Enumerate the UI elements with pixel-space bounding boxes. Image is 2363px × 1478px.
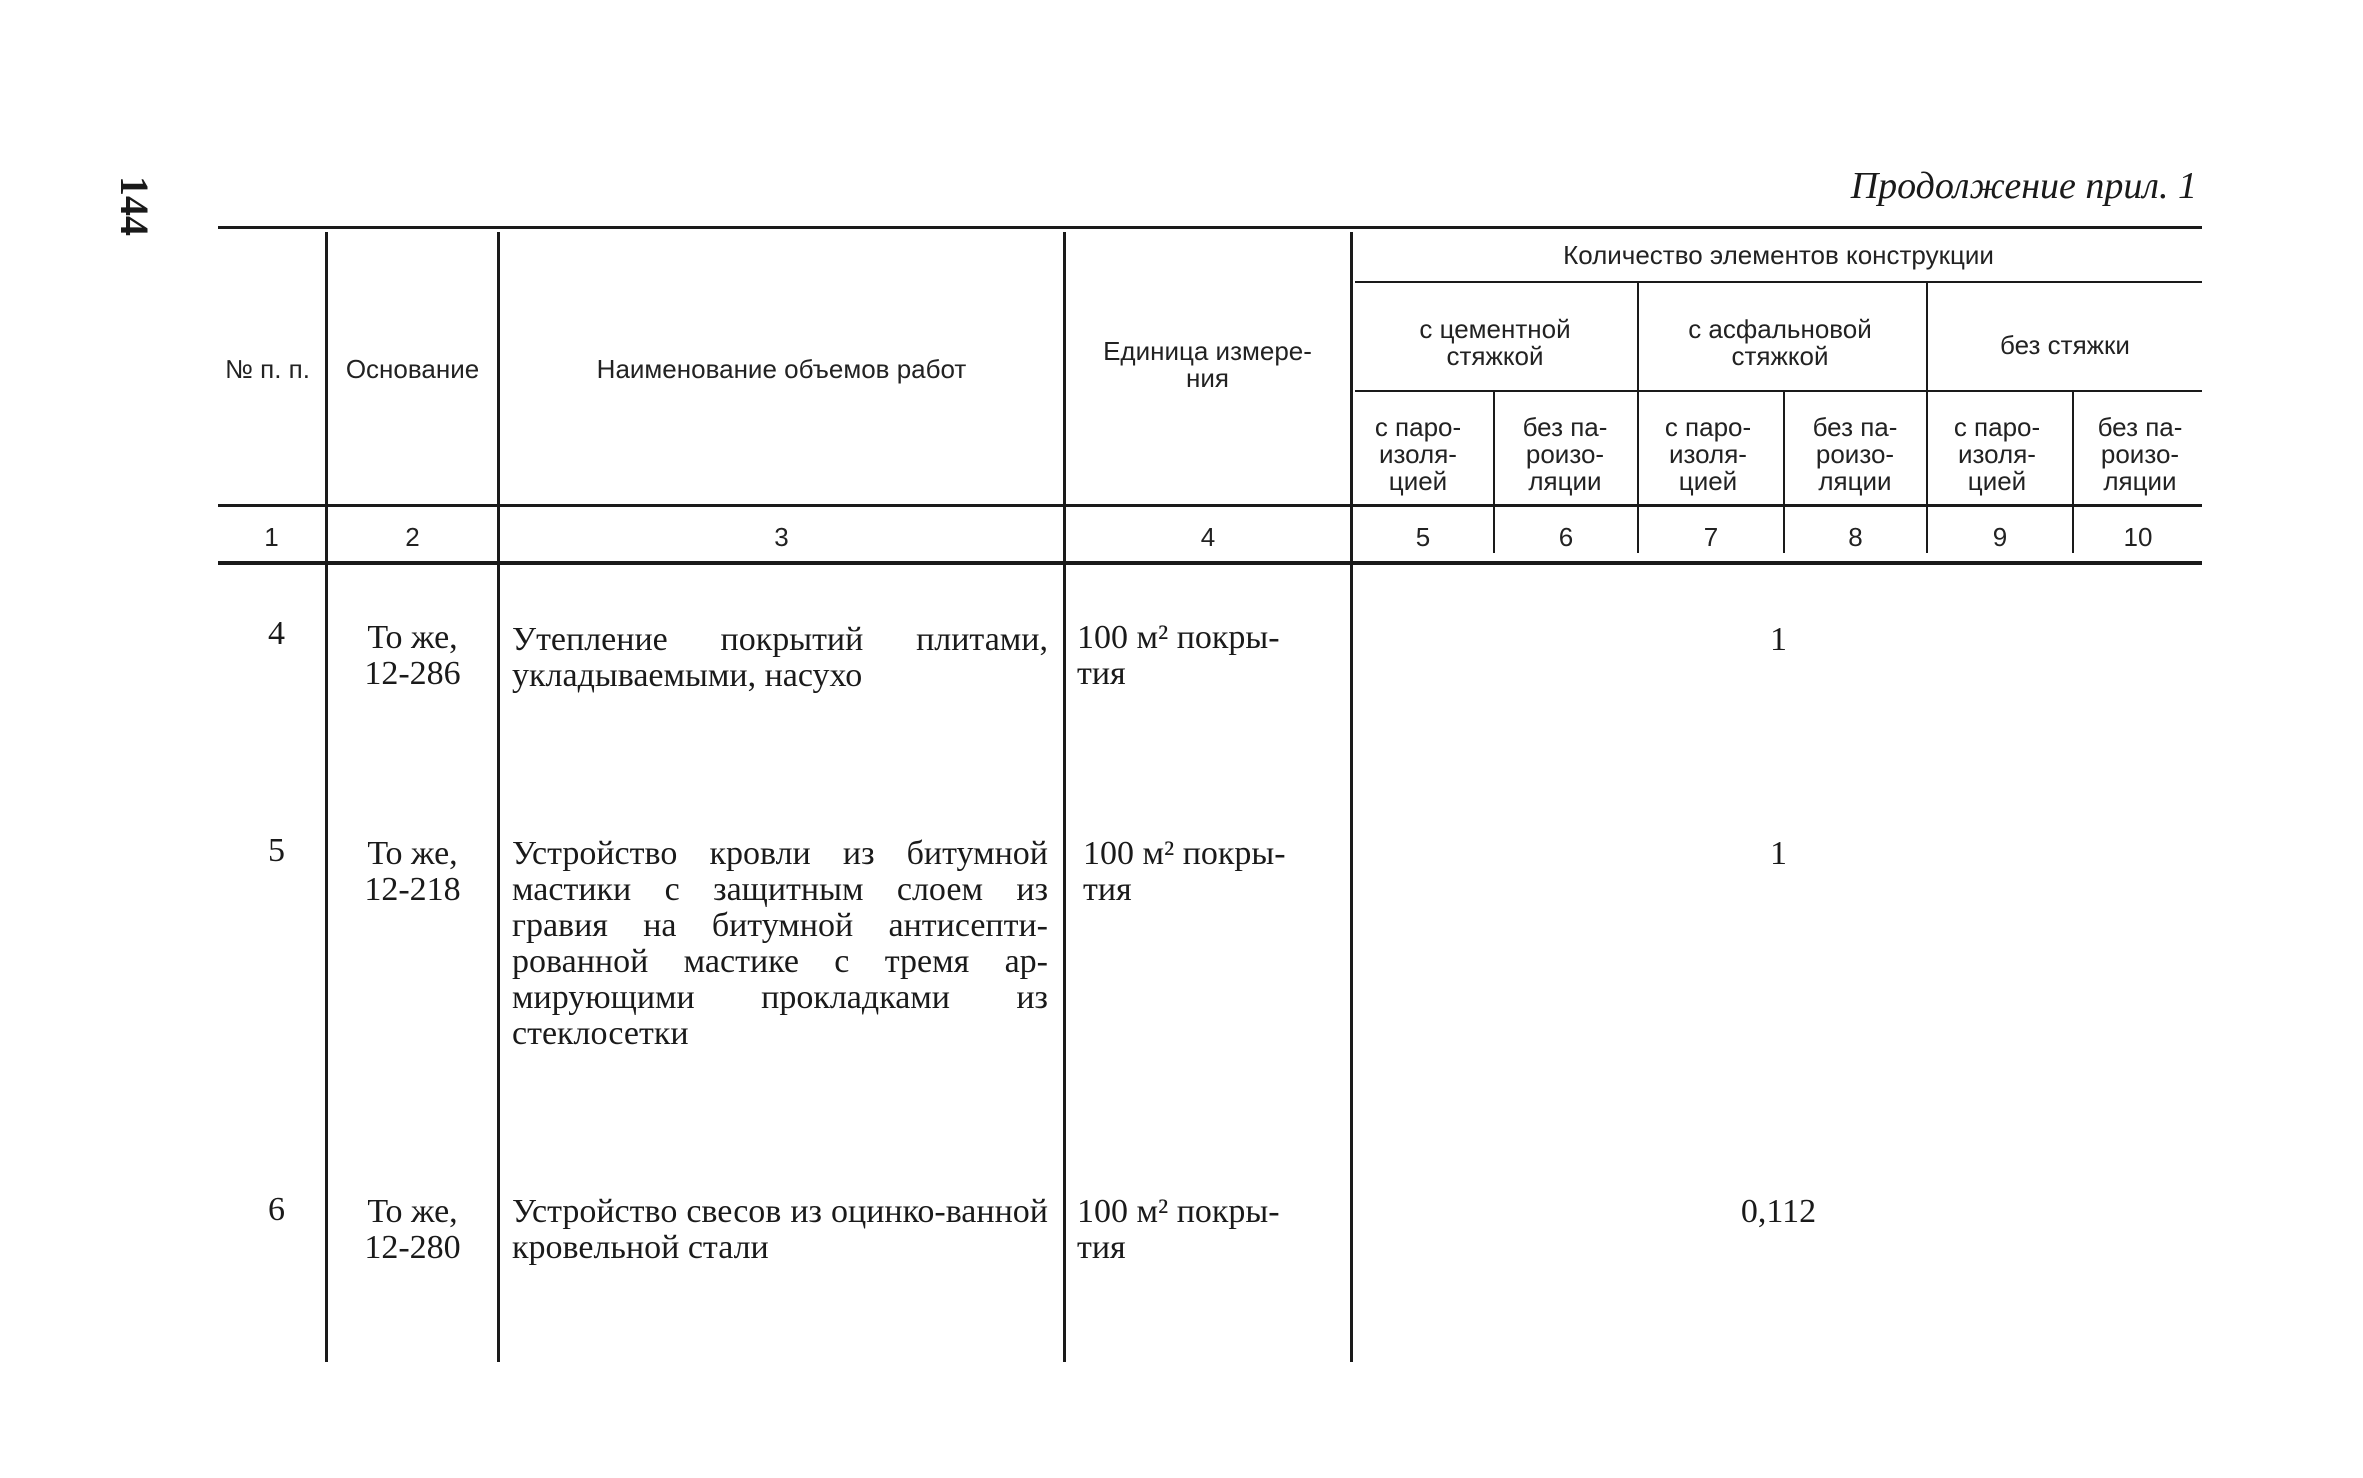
header-bottom-rule — [218, 504, 2202, 507]
row-5-value: 1 — [1770, 835, 1787, 872]
header-sub-10: без па-роизо-ляции — [2097, 412, 2183, 496]
row-4-basis-line2: 12-286 — [364, 655, 461, 692]
column-number: 3 — [774, 522, 789, 552]
header-name: Наименование объемов работ — [596, 354, 967, 384]
column-number: 7 — [1703, 522, 1719, 552]
header-num: № п. п. — [225, 354, 310, 384]
header-sub-8: без па-роизо-ляции — [1812, 412, 1898, 496]
group-divider-2 — [1926, 283, 1928, 553]
column-number: 9 — [1992, 522, 2008, 552]
row-5-basis-line1: То же, — [367, 835, 458, 872]
row-5-name: Устройство кровли из битумной мастики с защитным слоем из гравия на битумной антисепти-рованной мастике с тремя ар-мирующими прокладками из стеклосетки — [512, 835, 1048, 1052]
row-6-unit-line2: тия — [1077, 1229, 1126, 1266]
header-sub-5: с паро-изоля-цией — [1374, 412, 1462, 496]
header-group-none: без стяжки — [2000, 330, 2130, 360]
row-4-unit-line2: тия — [1077, 655, 1126, 692]
row-5-unit-line1: 100 м² покры- — [1083, 835, 1286, 872]
table-top-rule — [218, 226, 2202, 229]
row-5-basis — [330, 836, 495, 908]
row-4-name: Утепление покрытий плитами, укладываемыми, насухо — [512, 621, 1048, 694]
col-divider-1 — [325, 232, 328, 1362]
row-6-num: 6 — [268, 1191, 285, 1228]
row-5-unit-line2: тия — [1083, 871, 1132, 908]
row-5-num: 5 — [268, 832, 285, 869]
row-6-basis — [330, 1194, 495, 1266]
group-divider-1 — [1637, 283, 1639, 553]
column-number: 6 — [1558, 522, 1574, 552]
row-4-num: 4 — [268, 615, 285, 652]
header-unit: Единица измере-ния — [1103, 336, 1312, 393]
quantity-header-rule — [1355, 281, 2202, 283]
header-sub-9: с паро-изоля-цией — [1953, 412, 2041, 496]
row-4-basis-line1: То же, — [367, 619, 458, 656]
header-group-cement: с цементной стяжкой — [1419, 314, 1571, 371]
row-6-basis-line2: 12-280 — [364, 1229, 461, 1266]
column-number: 10 — [2123, 522, 2153, 552]
row-4-basis — [330, 620, 495, 692]
column-number: 8 — [1848, 522, 1863, 552]
page-number: 144 — [112, 176, 157, 236]
header-group-asphalt: с асфальновой стяжкой — [1688, 314, 1872, 371]
col-divider-4 — [1350, 232, 1353, 1362]
column-number: 5 — [1415, 522, 1431, 552]
row-4-value: 1 — [1770, 621, 1787, 658]
column-number: 4 — [1200, 522, 1216, 552]
row-5-unit — [1083, 836, 1341, 908]
continuation-title: Продолжение прил. 1 — [1850, 165, 2197, 207]
col-divider-2 — [497, 232, 500, 1362]
row-6-name: Устройство свесов из оцинко-ванной кровельной стали — [512, 1193, 1048, 1266]
column-numbers-rule — [218, 561, 2202, 565]
row-6-basis-line1: То же, — [367, 1193, 458, 1230]
row-6-value: 0,112 — [1740, 1193, 1817, 1230]
row-5-basis-line2: 12-218 — [364, 871, 461, 908]
header-quantity: Количество элементов конструкции — [1563, 240, 1994, 270]
header-basis: Основание — [345, 354, 480, 384]
column-number: 2 — [405, 522, 420, 552]
row-4-unit-line1: 100 м² покры- — [1077, 619, 1280, 656]
column-number: 1 — [264, 522, 279, 552]
row-6-unit — [1077, 1194, 1341, 1266]
header-sub-6: без па-роизо-ляции — [1522, 412, 1608, 496]
row-4-unit — [1077, 620, 1341, 692]
col-divider-3 — [1063, 232, 1066, 1362]
header-sub-7: с паро-изоля-цией — [1664, 412, 1752, 496]
row-6-unit-line1: 100 м² покры- — [1077, 1193, 1280, 1230]
group-header-rule — [1355, 390, 2202, 392]
